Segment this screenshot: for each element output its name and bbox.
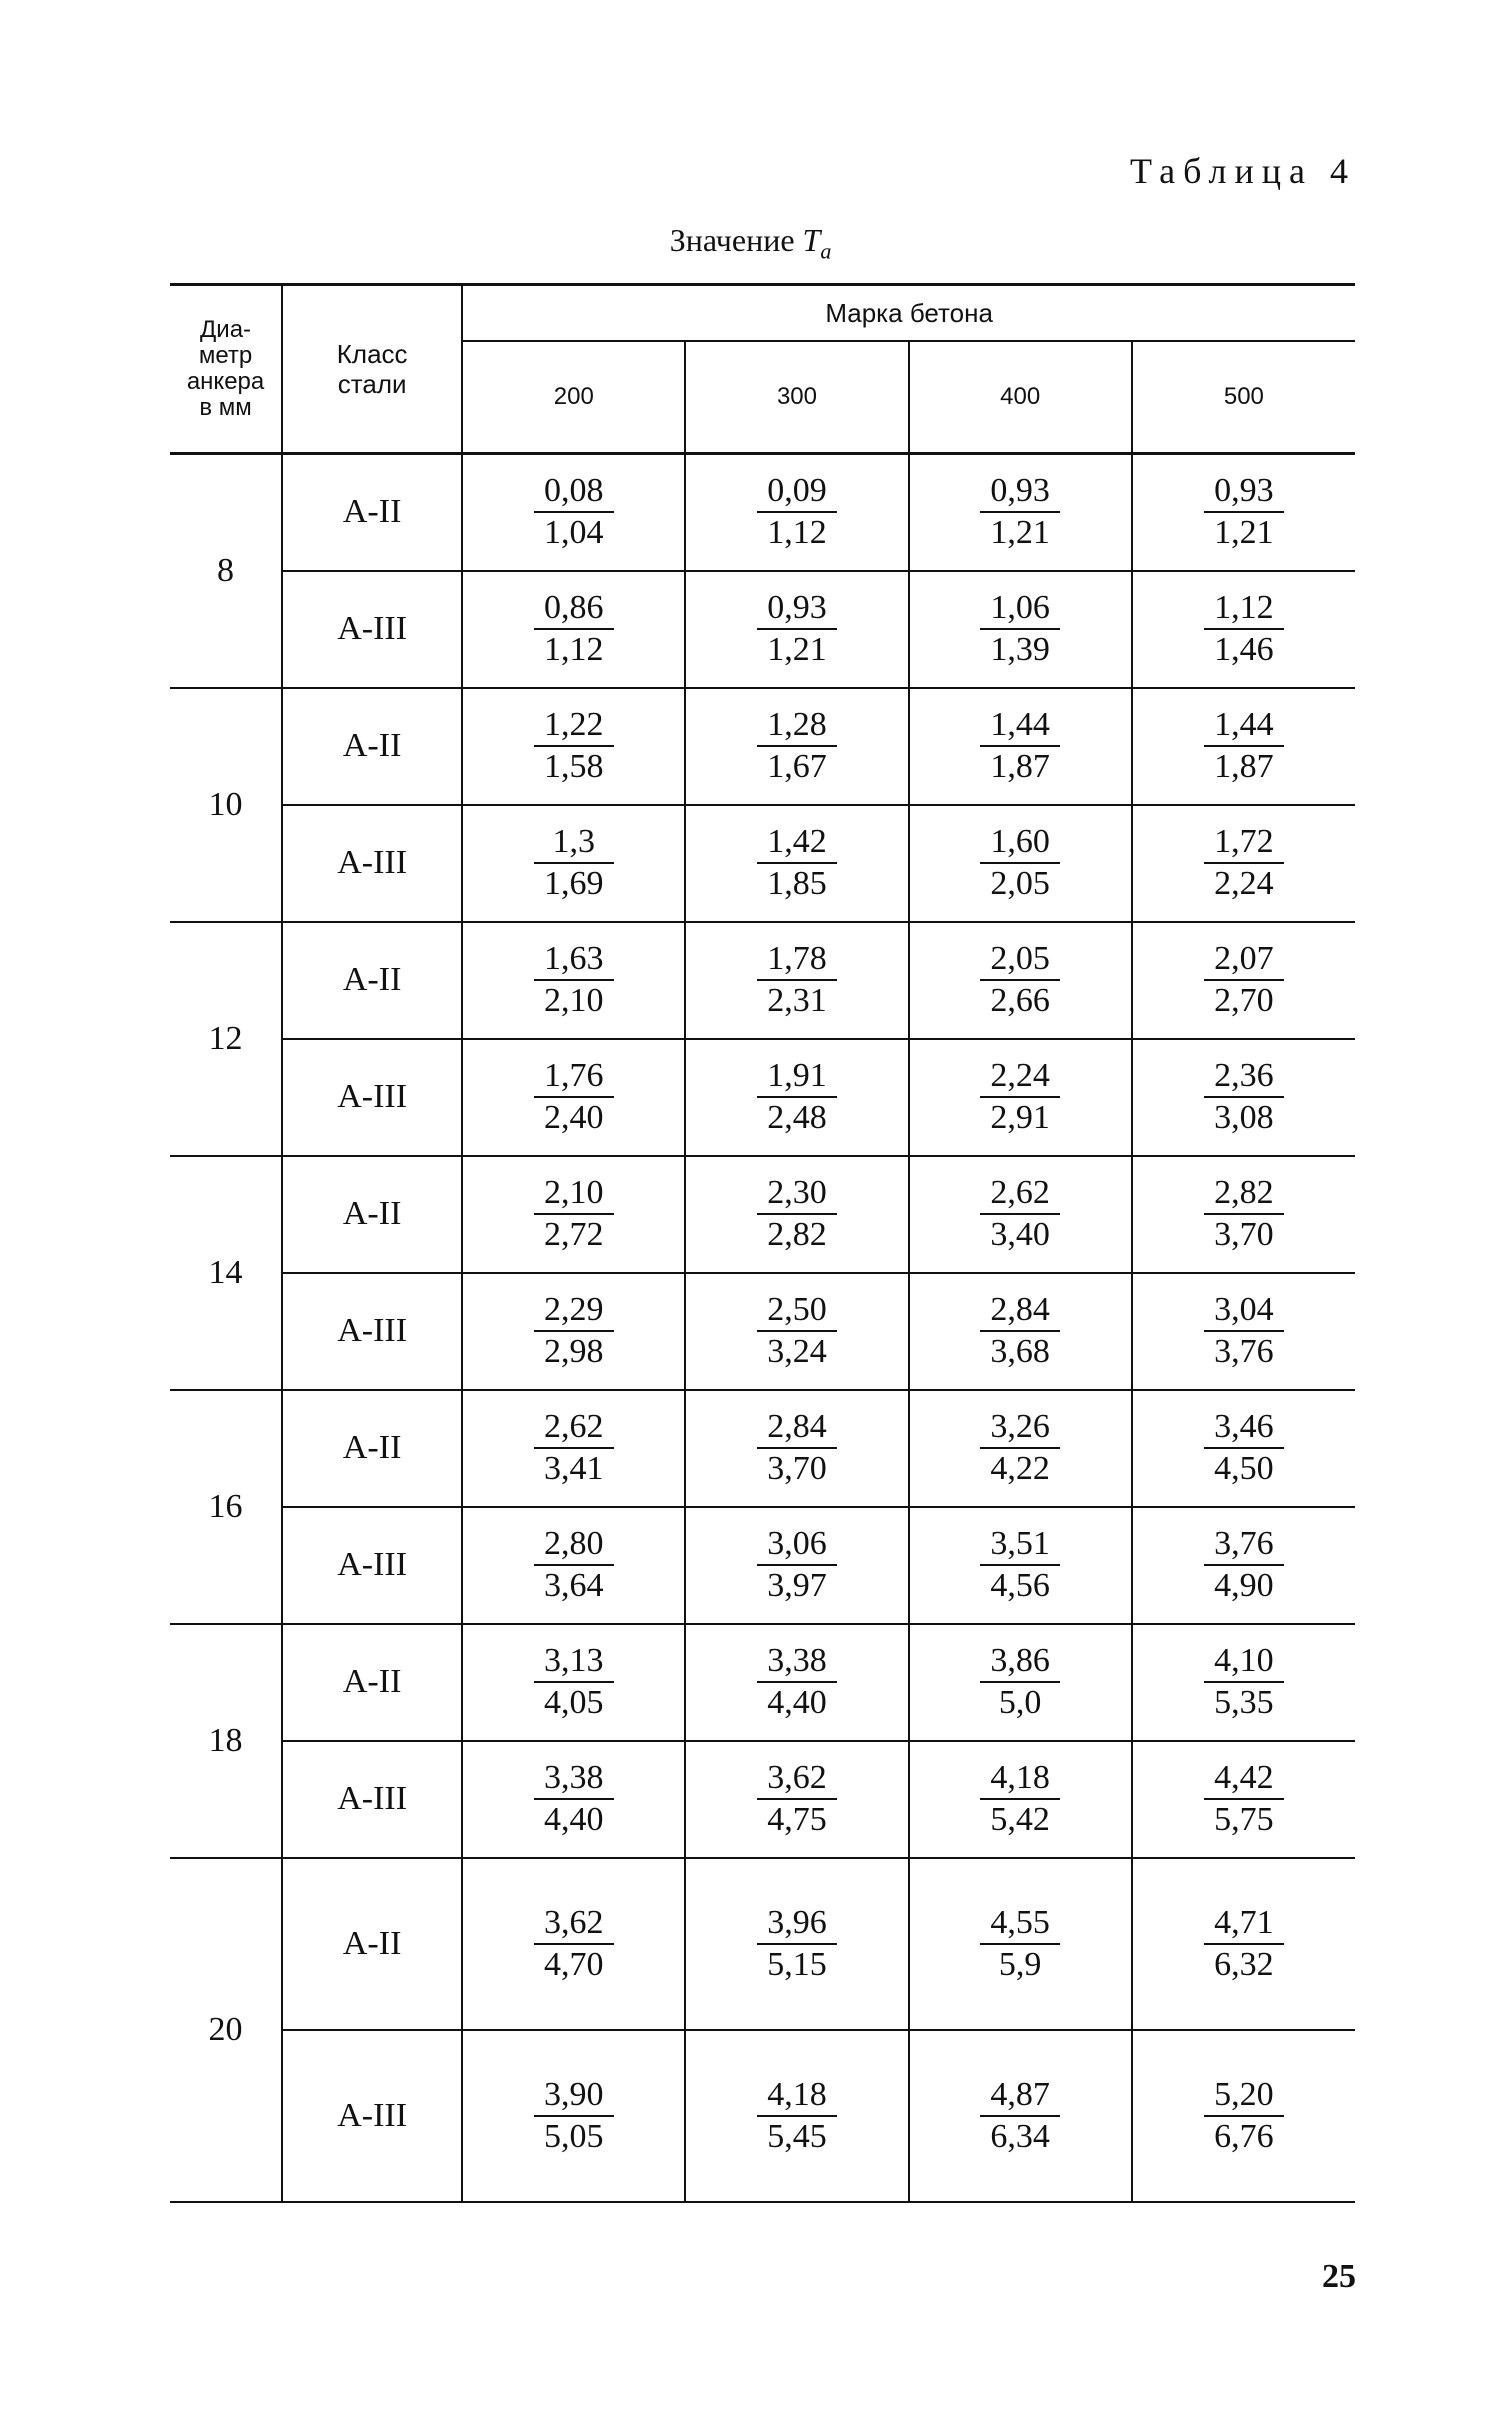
- fraction-denominator: 3,76: [1214, 1333, 1274, 1370]
- fraction-numerator: 3,13: [534, 1641, 614, 1683]
- header-grade-300: 300: [685, 341, 908, 454]
- fraction-denominator: 4,56: [990, 1567, 1050, 1604]
- value-cell: [1132, 1624, 1355, 1741]
- fraction-denominator: 1,69: [544, 865, 604, 902]
- fraction-numerator: 2,05: [980, 939, 1060, 981]
- fraction: [1204, 822, 1284, 904]
- caption-prefix: Значение: [669, 222, 803, 258]
- table-row: [170, 1273, 1355, 1390]
- fraction: [534, 1407, 614, 1489]
- fraction: [980, 1758, 1060, 1840]
- fraction-denominator: 2,10: [544, 982, 604, 1019]
- table-row: [170, 571, 1355, 688]
- value-cell: [909, 571, 1132, 688]
- table-row: [170, 1507, 1355, 1624]
- fraction: [980, 822, 1060, 904]
- fraction: [1204, 588, 1284, 670]
- value-cell: [909, 454, 1132, 571]
- value-cell: [685, 2030, 908, 2202]
- steel-class-cell: A-III: [282, 1039, 462, 1156]
- fraction-numerator: 4,55: [980, 1903, 1060, 1945]
- fraction-numerator: 0,09: [757, 471, 837, 513]
- fraction-denominator: 3,68: [990, 1333, 1050, 1370]
- fraction-denominator: 3,08: [1214, 1099, 1274, 1136]
- fraction-denominator: 5,05: [544, 2117, 604, 2155]
- header-grade-400: 400: [909, 341, 1132, 454]
- fraction-denominator: 3,64: [544, 1567, 604, 1604]
- fraction: [757, 471, 837, 553]
- fraction: [757, 1903, 837, 1985]
- value-cell: [685, 1858, 908, 2030]
- fraction-numerator: 0,93: [980, 471, 1060, 513]
- steel-class-cell: A-III: [282, 805, 462, 922]
- fraction-numerator: 2,36: [1204, 1056, 1284, 1098]
- fraction: [534, 1173, 614, 1255]
- header-diameter-text: Диа- метр анкера в мм: [186, 316, 265, 421]
- value-cell: [462, 1507, 685, 1624]
- value-cell: [462, 454, 685, 571]
- fraction-numerator: 1,12: [1204, 588, 1284, 630]
- fraction-denominator: 6,34: [990, 2117, 1050, 2155]
- fraction: [980, 2075, 1060, 2157]
- steel-class-cell: A-II: [282, 1390, 462, 1507]
- fraction: [980, 939, 1060, 1021]
- fraction-numerator: 1,22: [534, 705, 614, 747]
- value-cell: [685, 1156, 908, 1273]
- header-steel-class: [282, 285, 462, 454]
- fraction: [534, 1758, 614, 1840]
- steel-class-cell: A-II: [282, 1624, 462, 1741]
- value-cell: [685, 1741, 908, 1858]
- fraction-numerator: 4,42: [1204, 1758, 1284, 1800]
- value-cell: [462, 1390, 685, 1507]
- fraction-numerator: 3,90: [534, 2075, 614, 2117]
- diameter-cell: 12: [170, 922, 282, 1156]
- value-cell: [1132, 454, 1355, 571]
- fraction: [980, 1641, 1060, 1723]
- value-cell: [685, 571, 908, 688]
- fraction: [1204, 939, 1284, 1021]
- caption-subscript: a: [820, 238, 832, 264]
- fraction-denominator: 2,66: [990, 982, 1050, 1019]
- fraction: [1204, 705, 1284, 787]
- steel-class-cell: A-II: [282, 688, 462, 805]
- fraction-denominator: 2,72: [544, 1216, 604, 1253]
- fraction-numerator: 2,29: [534, 1290, 614, 1332]
- fraction: [1204, 1641, 1284, 1723]
- value-cell: [909, 688, 1132, 805]
- fraction-denominator: 4,40: [767, 1684, 827, 1721]
- table-row: [170, 1858, 1355, 2030]
- value-cell: [1132, 1858, 1355, 2030]
- fraction-numerator: 2,80: [534, 1524, 614, 1566]
- value-cell: [685, 1039, 908, 1156]
- fraction-denominator: 2,82: [767, 1216, 827, 1253]
- fraction-denominator: 4,05: [544, 1684, 604, 1721]
- value-cell: [909, 805, 1132, 922]
- table-row: [170, 688, 1355, 805]
- value-cell: [1132, 1507, 1355, 1624]
- fraction: [534, 1290, 614, 1372]
- fraction-denominator: 6,32: [1214, 1945, 1274, 1983]
- steel-class-cell: A-III: [282, 1273, 462, 1390]
- page-number: 25: [1322, 2258, 1356, 2295]
- table-row: [170, 1156, 1355, 1273]
- table-row: [170, 922, 1355, 1039]
- fraction-numerator: 0,86: [534, 588, 614, 630]
- fraction: [1204, 471, 1284, 553]
- fraction: [980, 1056, 1060, 1138]
- fraction-numerator: 2,07: [1204, 939, 1284, 981]
- value-cell: [685, 805, 908, 922]
- fraction-numerator: 0,93: [757, 588, 837, 630]
- value-cell: [1132, 2030, 1355, 2202]
- steel-class-cell: A-III: [282, 1741, 462, 1858]
- fraction-denominator: 2,40: [544, 1099, 604, 1136]
- fraction: [1204, 1758, 1284, 1840]
- fraction-denominator: 1,67: [767, 748, 827, 785]
- fraction-denominator: 1,46: [1214, 631, 1274, 668]
- fraction-denominator: 1,21: [990, 514, 1050, 552]
- value-cell: [462, 1858, 685, 2030]
- fraction: [980, 1407, 1060, 1489]
- fraction: [534, 471, 614, 553]
- fraction: [757, 1056, 837, 1138]
- fraction: [534, 1524, 614, 1606]
- fraction: [757, 939, 837, 1021]
- table-row: [170, 454, 1355, 571]
- fraction: [1204, 1407, 1284, 1489]
- fraction: [1204, 1903, 1284, 1985]
- fraction: [980, 1290, 1060, 1372]
- value-cell: [685, 1273, 908, 1390]
- fraction-denominator: 4,90: [1214, 1567, 1274, 1604]
- value-cell: [909, 2030, 1132, 2202]
- fraction: [1204, 1173, 1284, 1255]
- value-cell: [1132, 571, 1355, 688]
- header-grade-500: 500: [1132, 341, 1355, 454]
- fraction-numerator: 1,76: [534, 1056, 614, 1098]
- fraction-denominator: 2,98: [544, 1333, 604, 1370]
- fraction-denominator: 1,87: [990, 748, 1050, 785]
- fraction-denominator: 5,42: [990, 1801, 1050, 1838]
- diameter-cell: 8: [170, 454, 282, 688]
- value-cell: [909, 1858, 1132, 2030]
- value-cell: [462, 1273, 685, 1390]
- fraction-denominator: 5,0: [998, 1684, 1042, 1721]
- value-cell: [1132, 1741, 1355, 1858]
- fraction-denominator: 1,12: [767, 514, 827, 552]
- fraction: [534, 2075, 614, 2157]
- value-cell: [462, 2030, 685, 2202]
- value-cell: [685, 688, 908, 805]
- fraction: [534, 1056, 614, 1138]
- fraction-numerator: 3,76: [1204, 1524, 1284, 1566]
- fraction-numerator: 3,62: [757, 1758, 837, 1800]
- value-cell: [462, 688, 685, 805]
- value-cell: [462, 1624, 685, 1741]
- value-cell: [909, 1390, 1132, 1507]
- values-table: [170, 283, 1355, 2203]
- fraction: [757, 1641, 837, 1723]
- table-row: [170, 805, 1355, 922]
- value-cell: [909, 1507, 1132, 1624]
- value-cell: [909, 1741, 1132, 1858]
- fraction-denominator: 3,70: [1214, 1216, 1274, 1253]
- fraction: [757, 1290, 837, 1372]
- fraction-numerator: 1,91: [757, 1056, 837, 1098]
- fraction: [980, 588, 1060, 670]
- fraction-denominator: 2,31: [767, 982, 827, 1019]
- value-cell: [462, 1039, 685, 1156]
- fraction: [757, 588, 837, 670]
- fraction: [757, 1758, 837, 1840]
- table-caption: [0, 222, 1501, 264]
- value-cell: [1132, 805, 1355, 922]
- fraction: [757, 1173, 837, 1255]
- fraction-numerator: 3,46: [1204, 1407, 1284, 1449]
- fraction: [980, 1173, 1060, 1255]
- fraction: [534, 705, 614, 787]
- fraction-denominator: 3,41: [544, 1450, 604, 1487]
- fraction-denominator: 5,35: [1214, 1684, 1274, 1721]
- value-cell: [462, 1156, 685, 1273]
- fraction-denominator: 4,70: [544, 1945, 604, 1983]
- fraction: [534, 822, 614, 904]
- fraction: [534, 939, 614, 1021]
- fraction-numerator: 4,18: [757, 2075, 837, 2117]
- fraction: [534, 588, 614, 670]
- fraction-denominator: 2,70: [1214, 982, 1274, 1019]
- fraction-numerator: 1,72: [1204, 822, 1284, 864]
- fraction-numerator: 2,62: [534, 1407, 614, 1449]
- fraction-denominator: 5,15: [767, 1945, 827, 1983]
- fraction-denominator: 1,39: [990, 631, 1050, 668]
- fraction-denominator: 1,12: [544, 631, 604, 668]
- fraction-numerator: 2,62: [980, 1173, 1060, 1215]
- value-cell: [909, 1039, 1132, 1156]
- fraction-denominator: 4,75: [767, 1801, 827, 1838]
- fraction-numerator: 3,38: [534, 1758, 614, 1800]
- fraction: [980, 705, 1060, 787]
- fraction-numerator: 3,51: [980, 1524, 1060, 1566]
- value-cell: [909, 1273, 1132, 1390]
- fraction-numerator: 1,28: [757, 705, 837, 747]
- fraction-numerator: 5,20: [1204, 2075, 1284, 2117]
- fraction-denominator: 5,9: [998, 1945, 1042, 1983]
- fraction-numerator: 3,96: [757, 1903, 837, 1945]
- fraction-numerator: 2,50: [757, 1290, 837, 1332]
- fraction-numerator: 1,44: [1204, 705, 1284, 747]
- value-cell: [462, 1741, 685, 1858]
- fraction: [1204, 1524, 1284, 1606]
- fraction-numerator: 4,71: [1204, 1903, 1284, 1945]
- table-row: [170, 1390, 1355, 1507]
- fraction: [757, 2075, 837, 2157]
- fraction: [980, 1524, 1060, 1606]
- fraction: [980, 471, 1060, 553]
- steel-class-cell: A-II: [282, 454, 462, 571]
- fraction-numerator: 1,42: [757, 822, 837, 864]
- diameter-cell: 14: [170, 1156, 282, 1390]
- fraction-numerator: 2,30: [757, 1173, 837, 1215]
- fraction-numerator: 1,78: [757, 939, 837, 981]
- steel-class-cell: A-II: [282, 1858, 462, 2030]
- steel-class-cell: A-III: [282, 571, 462, 688]
- fraction-denominator: 2,05: [990, 865, 1050, 902]
- value-cell: [462, 922, 685, 1039]
- value-cell: [1132, 1390, 1355, 1507]
- fraction-numerator: 1,3: [534, 822, 614, 864]
- fraction-denominator: 4,40: [544, 1801, 604, 1838]
- fraction-numerator: 3,62: [534, 1903, 614, 1945]
- table-body: [170, 454, 1355, 2202]
- fraction: [757, 1524, 837, 1606]
- value-cell: [1132, 1156, 1355, 1273]
- fraction: [1204, 1290, 1284, 1372]
- fraction: [534, 1903, 614, 1985]
- fraction: [534, 1641, 614, 1723]
- fraction: [757, 822, 837, 904]
- fraction-denominator: 3,24: [767, 1333, 827, 1370]
- diameter-cell: 20: [170, 1858, 282, 2202]
- value-cell: [685, 454, 908, 571]
- diameter-cell: 16: [170, 1390, 282, 1624]
- fraction-numerator: 1,63: [534, 939, 614, 981]
- value-cell: [1132, 1039, 1355, 1156]
- table-row: [170, 1741, 1355, 1858]
- value-cell: [685, 922, 908, 1039]
- fraction: [757, 1407, 837, 1489]
- fraction-denominator: 5,75: [1214, 1801, 1274, 1838]
- fraction-denominator: 1,58: [544, 748, 604, 785]
- fraction-numerator: 2,84: [757, 1407, 837, 1449]
- fraction-denominator: 5,45: [767, 2117, 827, 2155]
- header-concrete-brand: Марка бетона: [462, 285, 1355, 342]
- fraction-numerator: 3,06: [757, 1524, 837, 1566]
- value-cell: [1132, 1273, 1355, 1390]
- diameter-cell: 18: [170, 1624, 282, 1858]
- steel-class-cell: A-III: [282, 1507, 462, 1624]
- fraction-numerator: 0,93: [1204, 471, 1284, 513]
- caption-symbol: T: [802, 222, 821, 258]
- fraction-numerator: 3,04: [1204, 1290, 1284, 1332]
- fraction: [1204, 1056, 1284, 1138]
- table-row: [170, 1039, 1355, 1156]
- fraction-numerator: 2,10: [534, 1173, 614, 1215]
- fraction-denominator: 2,24: [1214, 865, 1274, 902]
- fraction-numerator: 4,87: [980, 2075, 1060, 2117]
- value-cell: [1132, 688, 1355, 805]
- fraction-numerator: 3,86: [980, 1641, 1060, 1683]
- steel-class-cell: A-III: [282, 2030, 462, 2202]
- fraction-numerator: 2,82: [1204, 1173, 1284, 1215]
- fraction-numerator: 4,18: [980, 1758, 1060, 1800]
- fraction: [1204, 2075, 1284, 2157]
- fraction-numerator: 3,38: [757, 1641, 837, 1683]
- value-cell: [685, 1390, 908, 1507]
- fraction: [980, 1903, 1060, 1985]
- header-steel-class-text: Класс стали: [336, 339, 408, 399]
- steel-class-cell: A-II: [282, 1156, 462, 1273]
- header-diameter: [170, 285, 282, 454]
- fraction-numerator: 2,84: [980, 1290, 1060, 1332]
- fraction-denominator: 3,97: [767, 1567, 827, 1604]
- value-cell: [462, 571, 685, 688]
- table-row: [170, 1624, 1355, 1741]
- fraction-denominator: 3,40: [990, 1216, 1050, 1253]
- diameter-cell: 10: [170, 688, 282, 922]
- fraction-numerator: 1,06: [980, 588, 1060, 630]
- fraction-numerator: 2,24: [980, 1056, 1060, 1098]
- fraction-denominator: 2,48: [767, 1099, 827, 1136]
- fraction-denominator: 1,85: [767, 865, 827, 902]
- fraction-numerator: 0,08: [534, 471, 614, 513]
- fraction-numerator: 1,60: [980, 822, 1060, 864]
- value-cell: [909, 922, 1132, 1039]
- value-cell: [685, 1624, 908, 1741]
- steel-class-cell: A-II: [282, 922, 462, 1039]
- fraction-numerator: 4,10: [1204, 1641, 1284, 1683]
- value-cell: [909, 1624, 1132, 1741]
- fraction-denominator: 1,21: [767, 631, 827, 668]
- fraction-denominator: 6,76: [1214, 2117, 1274, 2155]
- fraction-denominator: 1,21: [1214, 514, 1274, 552]
- fraction-numerator: 3,26: [980, 1407, 1060, 1449]
- value-cell: [685, 1507, 908, 1624]
- fraction-denominator: 2,91: [990, 1099, 1050, 1136]
- fraction-denominator: 3,70: [767, 1450, 827, 1487]
- header-grade-200: 200: [462, 341, 685, 454]
- fraction-denominator: 1,87: [1214, 748, 1274, 785]
- fraction-denominator: 4,50: [1214, 1450, 1274, 1487]
- fraction-denominator: 4,22: [990, 1450, 1050, 1487]
- value-cell: [1132, 922, 1355, 1039]
- table-container: [170, 283, 1355, 2203]
- value-cell: [909, 1156, 1132, 1273]
- value-cell: [462, 805, 685, 922]
- table-row: [170, 2030, 1355, 2202]
- table-label: Таблица 4: [1130, 151, 1356, 191]
- fraction-denominator: 1,04: [544, 514, 604, 552]
- fraction: [757, 705, 837, 787]
- fraction-numerator: 1,44: [980, 705, 1060, 747]
